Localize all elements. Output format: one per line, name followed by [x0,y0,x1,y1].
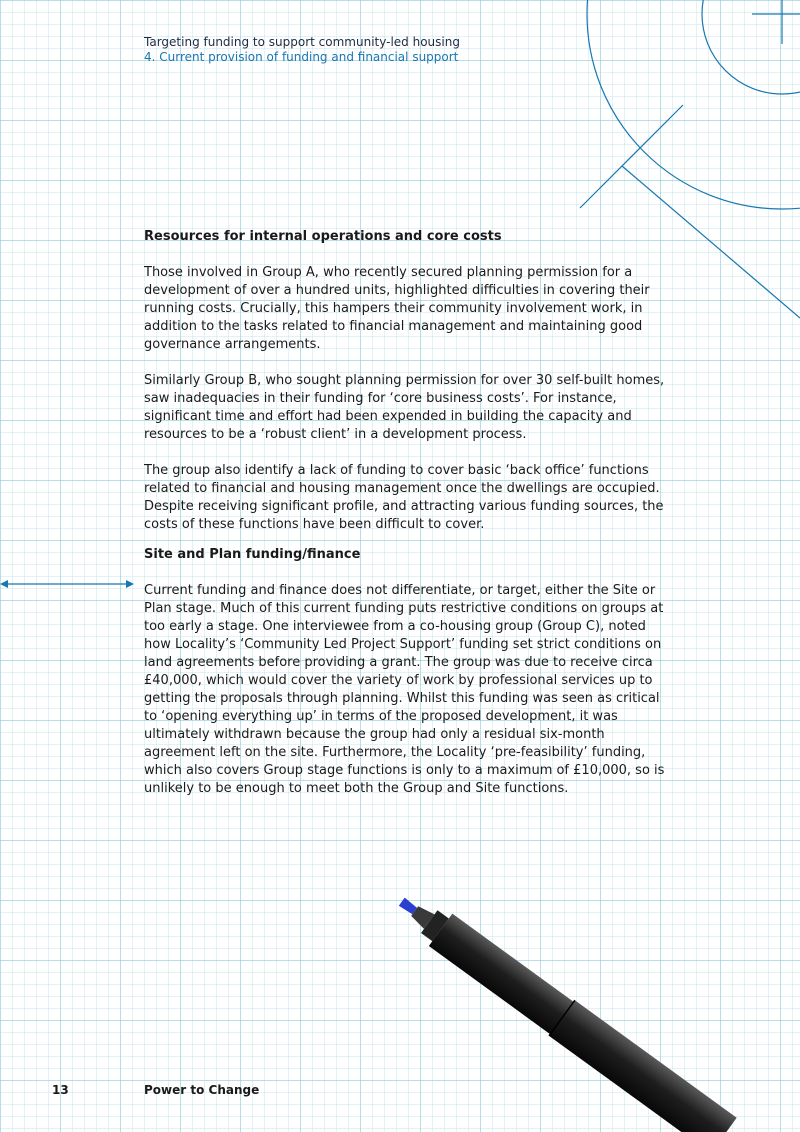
paragraph: Those involved in Group A, who recently secured planning permission for a development of over a hundred units, highlighted difficulties in covering their running costs. Crucially, this hampers their community involvement work, in addition to the tasks related to financial management and maintaining good governance arrangements. [144,265,650,352]
running-header [144,35,460,65]
diagonal-line [580,105,683,208]
section-heading-site-plan: Site and Plan funding/finance [144,547,361,562]
section-heading-resources: Resources for internal operations and core costs [144,229,502,244]
body-text [144,228,674,816]
paragraph: The group also identify a lack of funding to cover basic ‘back office’ functions related to financial and housing management once the dwellings are occupied. Despite receiving significant profile, and attracting various funding sources, the costs of these functions have been difficult to cover. [144,463,664,532]
footer-brand: Power to Change [144,1083,260,1097]
paragraph: Similarly Group B, who sought planning permission for over 30 self-built homes, saw inadequacies in their funding for ‘core business costs’. For instance, significant time and effort had been expended in building the capacity and resources to be a ‘robust client’ in a development process. [144,373,665,442]
section-title: 4. Current provision of funding and financial support [144,50,459,64]
paragraph: Current funding and finance does not differentiate, or target, either the Site or Plan stage. Much of this current funding puts restrictive conditions on groups at too early a stage. One interviewee from a co-housing group (Group C), noted how Locality’s ‘Community Led Project Support’ funding set strict conditions on land agreements before providing a grant. The group was due to receive circa £40,000, which would cover the variety of work by professional services up to getting the proposals through planning. Whilst this funding was seen as critical to ‘opening everything up’ in terms of the proposed development, it was ultimately withdrawn because the group had only a residual six-month agreement left on the site. Furthermore, the Locality ‘pre-feasibility’ funding, which also covers Group stage functions is only to a maximum of £10,000, so is unlikely to be enough to meet both the Group and Site functions. [144,583,665,796]
large-circle-outline [587,0,800,209]
double-arrow-icon [0,580,134,588]
page-number: 13 [52,1083,69,1097]
series-title: Targeting funding to support community-led housing [144,35,460,49]
marker-pen-icon [389,884,737,1132]
